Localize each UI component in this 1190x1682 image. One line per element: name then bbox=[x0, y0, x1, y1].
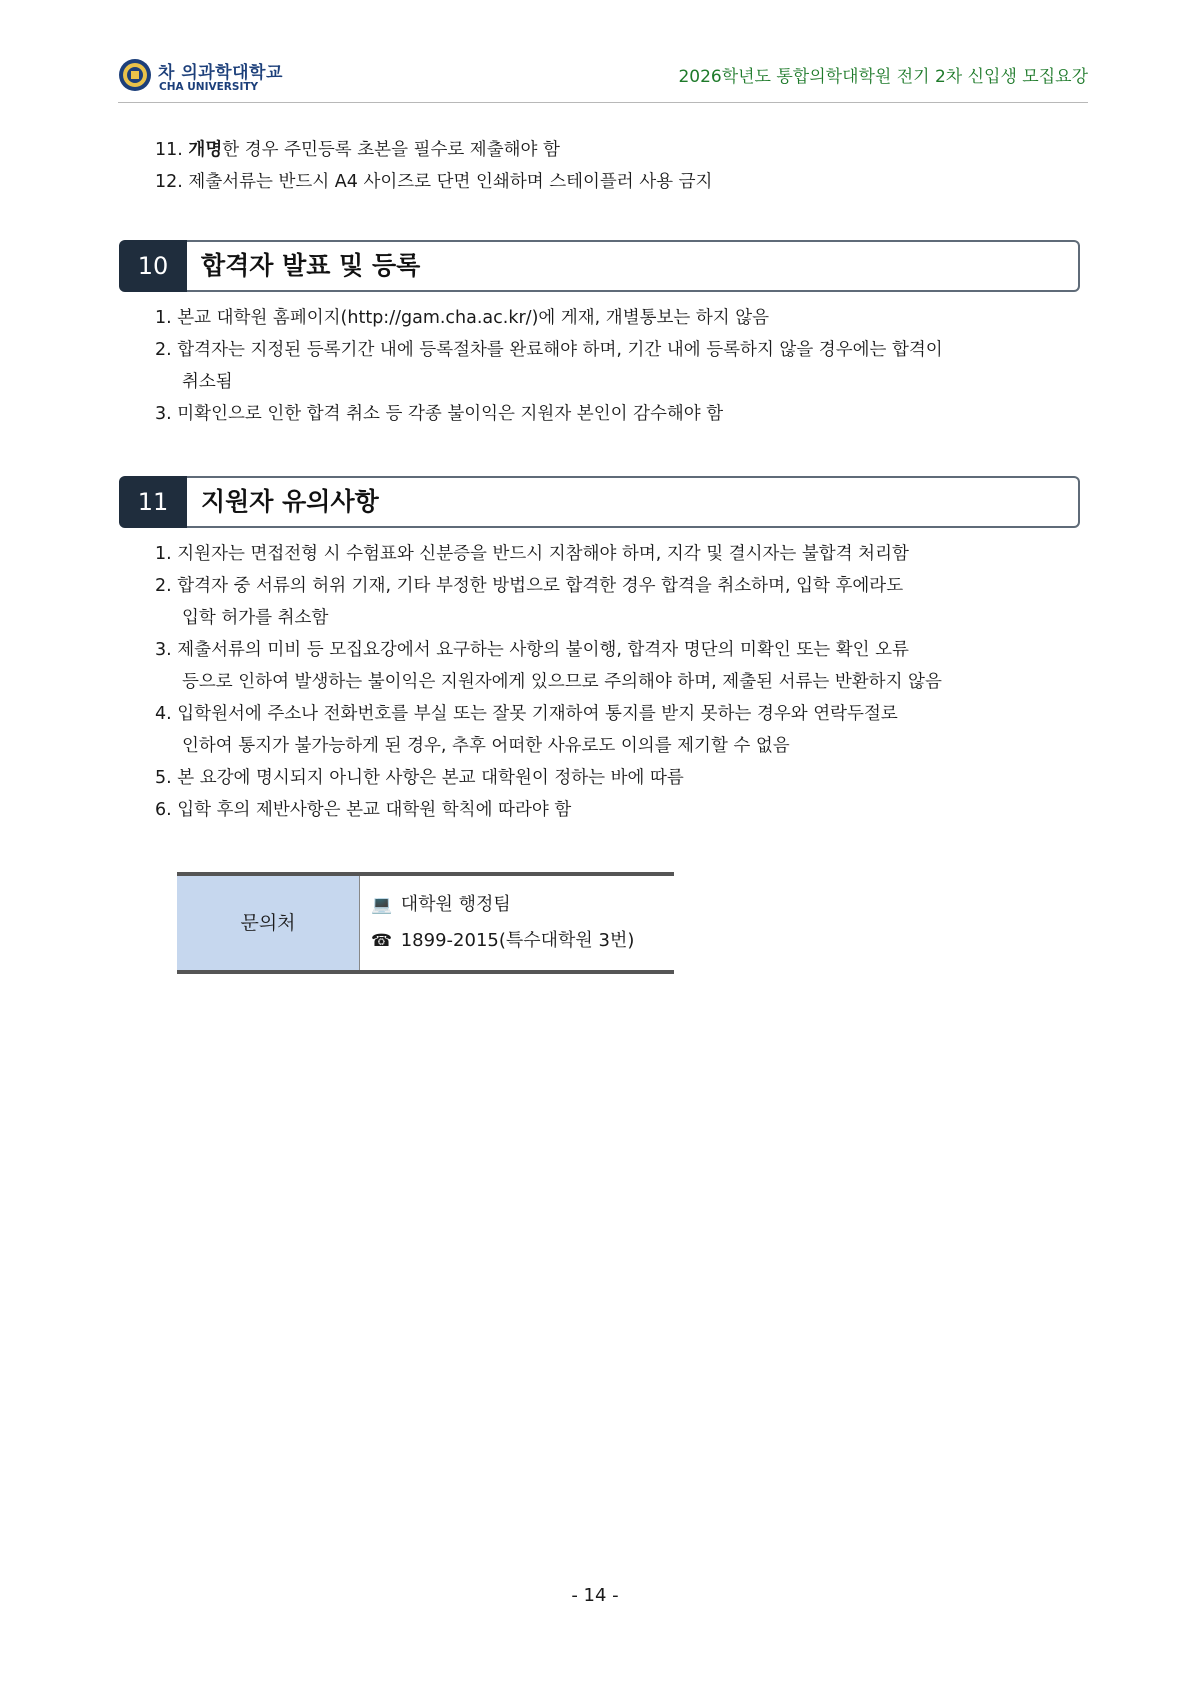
item-number: 2. bbox=[155, 576, 172, 596]
list-item bbox=[155, 134, 560, 166]
list-item bbox=[155, 538, 909, 570]
item-number: 3. bbox=[155, 404, 172, 424]
item-text: 입학 후의 제반사항은 본교 대학원 학칙에 따라야 함 bbox=[177, 800, 572, 820]
contact-office-row bbox=[371, 890, 511, 916]
list-item bbox=[155, 698, 898, 730]
section-title: 지원자 유의사항 bbox=[201, 487, 379, 516]
item-number: 11. bbox=[155, 140, 183, 160]
list-item bbox=[155, 398, 723, 430]
list-item bbox=[155, 302, 769, 334]
list-item bbox=[155, 570, 903, 602]
section-number: 11 bbox=[119, 476, 187, 528]
item-text: 한 경우 주민등록 초본을 필수로 제출해야 함 bbox=[222, 140, 560, 160]
item-number: 3. bbox=[155, 640, 172, 660]
computer-icon: 💻 bbox=[371, 895, 393, 915]
item-text: 제출서류는 반드시 A4 사이즈로 단면 인쇄하며 스테이플러 사용 금지 bbox=[188, 172, 713, 192]
item-text: 미확인으로 인한 합격 취소 등 각종 불이익은 지원자 본인이 감수해야 함 bbox=[177, 404, 724, 424]
item-text: 지원자는 면접전형 시 수험표와 신분증을 반드시 지참해야 하며, 지각 및 결시자는 불합격 처리함 bbox=[177, 544, 909, 564]
item-number: 4. bbox=[155, 704, 172, 724]
item-continuation: 인하여 통지가 불가능하게 된 경우, 추후 어떠한 사유로도 이의를 제기할 수 없음 bbox=[182, 736, 790, 756]
university-emblem-icon bbox=[118, 58, 152, 92]
contact-phone-row bbox=[371, 926, 634, 952]
section-header bbox=[119, 240, 1082, 292]
list-item bbox=[155, 634, 909, 666]
page-header bbox=[118, 56, 1088, 103]
item-continuation: 취소됨 bbox=[182, 372, 233, 392]
item-text: 본교 대학원 홈페이지(http://gam.cha.ac.kr/)에 게재, 개별통보는 하지 않음 bbox=[177, 308, 770, 328]
item-text: 제출서류의 미비 등 모집요강에서 요구하는 사항의 불이행, 합격자 명단의 미확인 또는 확인 오류 bbox=[177, 640, 909, 660]
document-title: 2026학년도 통합의학대학원 전기 2차 신입생 모집요강 bbox=[678, 67, 1088, 87]
list-item bbox=[155, 166, 712, 198]
item-number: 1. bbox=[155, 544, 172, 564]
item-number: 5. bbox=[155, 768, 172, 788]
list-item bbox=[155, 762, 684, 794]
item-text: 입학원서에 주소나 전화번호를 부실 또는 잘못 기재하여 통지를 받지 못하는 경우와 연락두절로 bbox=[177, 704, 898, 724]
item-text: 합격자는 지정된 등록기간 내에 등록절차를 완료해야 하며, 기간 내에 등록하지 않을 경우에는 합격이 bbox=[177, 340, 943, 360]
item-number: 1. bbox=[155, 308, 172, 328]
section-number: 10 bbox=[119, 240, 187, 292]
contact-office: 대학원 행정팀 bbox=[400, 894, 511, 915]
item-text: 본 요강에 명시되지 아니한 사항은 본교 대학원이 정하는 바에 따름 bbox=[177, 768, 684, 788]
item-text: 합격자 중 서류의 허위 기재, 기타 부정한 방법으로 합격한 경우 합격을 취소하며, 입학 후에라도 bbox=[177, 576, 904, 596]
list-item bbox=[155, 334, 943, 366]
item-number: 2. bbox=[155, 340, 172, 360]
item-number: 6. bbox=[155, 800, 172, 820]
list-item bbox=[155, 794, 571, 826]
logo-name-english: CHA UNIVERSITY bbox=[159, 81, 259, 93]
section-title: 합격자 발표 및 등록 bbox=[201, 251, 421, 280]
item-continuation: 입학 허가를 취소함 bbox=[182, 608, 329, 628]
item-number: 12. bbox=[155, 172, 183, 192]
item-continuation: 등으로 인하여 발생하는 불이익은 지원자에게 있으므로 주의해야 하며, 제출된 서류는 반환하지 않음 bbox=[182, 672, 942, 692]
contact-label: 문의처 bbox=[177, 876, 360, 970]
contact-phone: 1899-2015(특수대학원 3번) bbox=[400, 930, 635, 951]
phone-icon: ☎ bbox=[371, 931, 393, 951]
contact-table bbox=[177, 872, 674, 974]
page-number: - 14 - bbox=[571, 1585, 619, 1606]
item-emphasis: 개명 bbox=[188, 140, 223, 160]
section-header bbox=[119, 476, 1082, 528]
logo-name-korean: 차 의과학대학교 bbox=[158, 63, 283, 83]
